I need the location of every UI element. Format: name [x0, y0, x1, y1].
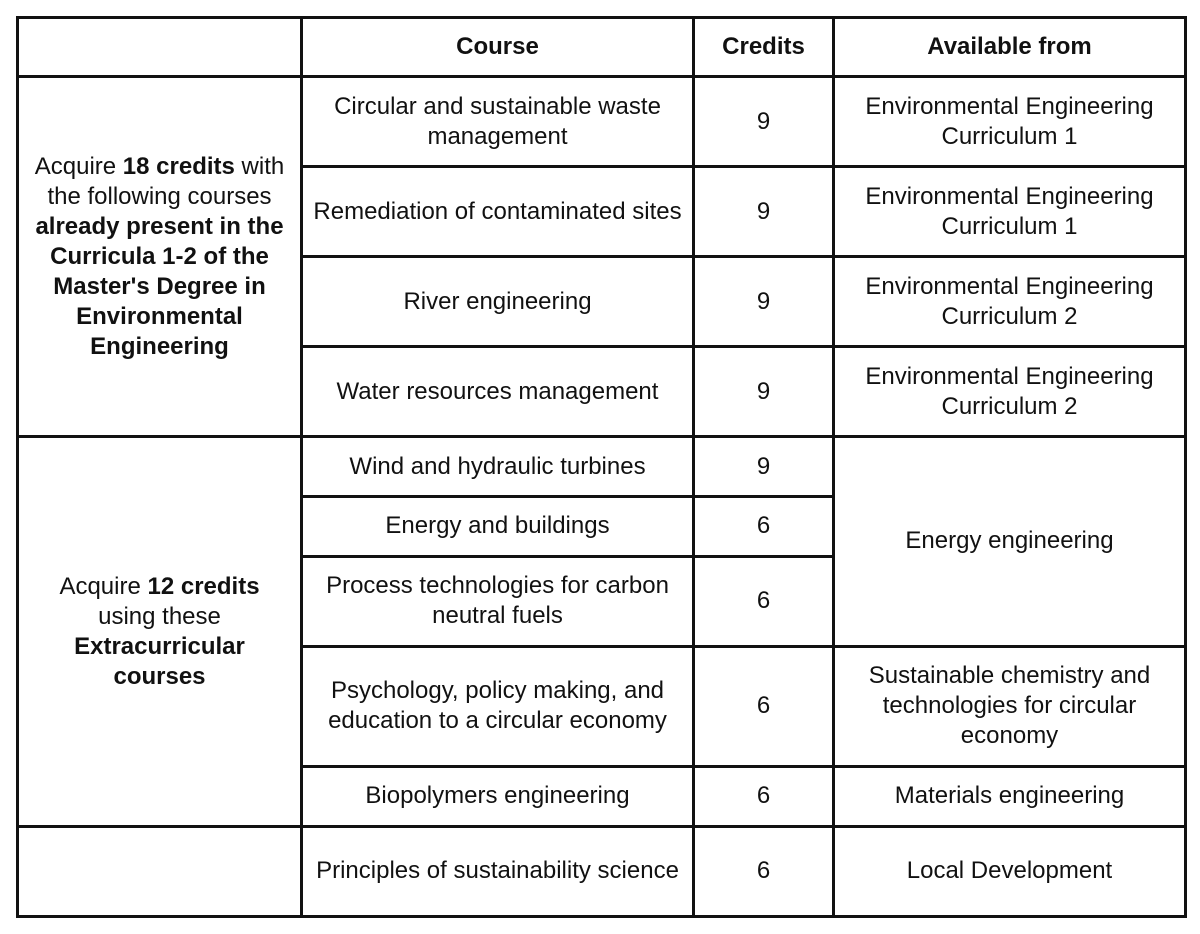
available-from-cell: Environmental Engineering Curriculum 1 [834, 167, 1186, 257]
desc-bold: already present in the Curricula 1-2 of the Master's Degree in Environmental Engineering [35, 212, 284, 360]
course-cell: River engineering [302, 257, 694, 347]
course-cell: Water resources management [302, 347, 694, 437]
header-credits: Credits [694, 18, 834, 77]
credits-cell: 6 [694, 556, 834, 646]
header-available-from: Available from [834, 18, 1186, 77]
credits-cell: 9 [694, 257, 834, 347]
group1-description [18, 77, 302, 437]
group3-description [18, 826, 302, 916]
course-cell: Remediation of contaminated sites [302, 167, 694, 257]
credits-cell: 9 [694, 347, 834, 437]
courses-table [16, 16, 1187, 918]
desc-text: using these [98, 602, 221, 630]
available-from-cell: Sustainable chemistry and technologies for circular economy [834, 646, 1186, 766]
desc-bold: 18 credits [122, 152, 235, 180]
available-from-cell: Energy engineering [834, 437, 1186, 646]
credits-cell: 6 [694, 646, 834, 766]
course-cell: Principles of sustainability science [302, 826, 694, 916]
credits-cell: 9 [694, 437, 834, 497]
credits-cell: 9 [694, 167, 834, 257]
course-cell: Process technologies for carbon neutral fuels [302, 556, 694, 646]
group2-description [18, 437, 302, 827]
course-cell: Circular and sustainable waste management [302, 77, 694, 167]
header-course: Course [302, 18, 694, 77]
table-row [18, 437, 1186, 497]
desc-text: with the following courses [47, 152, 285, 210]
desc-bold: 12 credits [147, 572, 260, 600]
table-row [18, 77, 1186, 167]
course-cell: Psychology, policy making, and education to a circular economy [302, 646, 694, 766]
available-from-cell: Environmental Engineering Curriculum 1 [834, 77, 1186, 167]
table-row [18, 826, 1186, 916]
course-cell: Biopolymers engineering [302, 767, 694, 827]
credits-cell: 6 [694, 496, 834, 556]
available-from-cell: Local Development [834, 826, 1186, 916]
credits-cell: 9 [694, 77, 834, 167]
desc-bold: Extracurricular courses [74, 632, 245, 690]
credits-cell: 6 [694, 826, 834, 916]
credits-cell: 6 [694, 767, 834, 827]
header-row [18, 18, 1186, 77]
course-cell: Energy and buildings [302, 496, 694, 556]
header-empty-cell [18, 18, 302, 77]
available-from-cell: Environmental Engineering Curriculum 2 [834, 347, 1186, 437]
desc-text: Acquire [59, 572, 148, 600]
available-from-cell: Materials engineering [834, 767, 1186, 827]
course-cell: Wind and hydraulic turbines [302, 437, 694, 497]
available-from-cell: Environmental Engineering Curriculum 2 [834, 257, 1186, 347]
desc-text: Acquire [34, 152, 123, 180]
